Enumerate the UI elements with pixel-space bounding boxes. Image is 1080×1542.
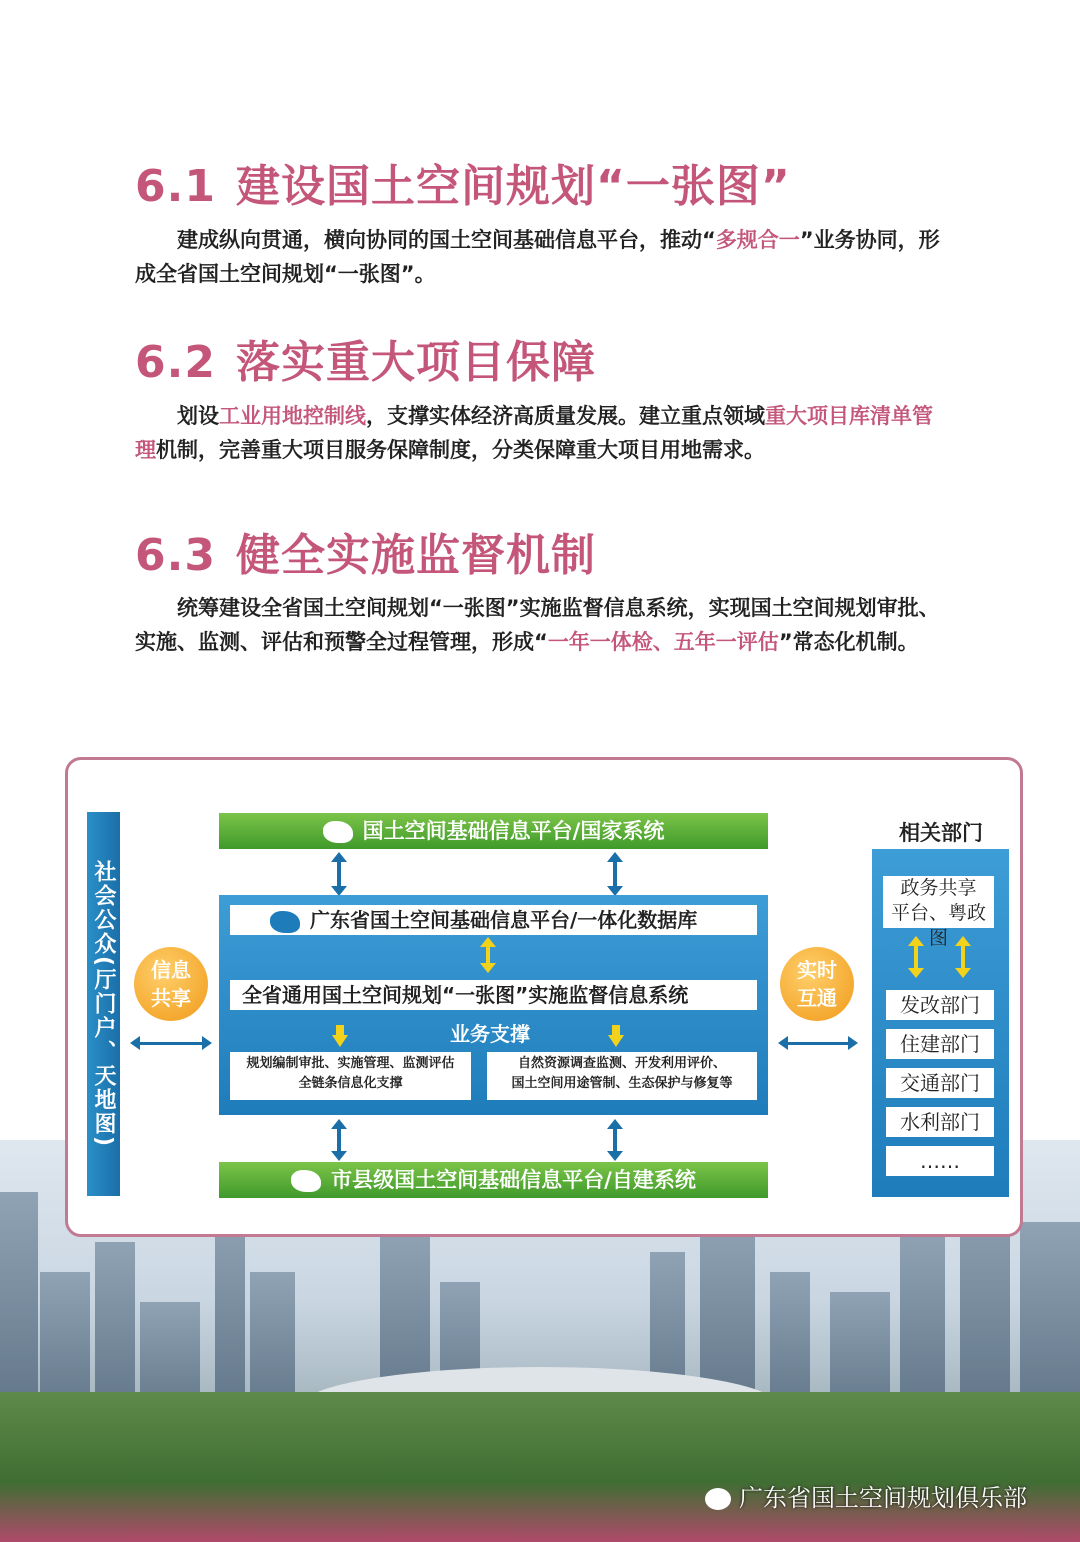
body-text: 机制，完善重大项目服务保障制度，分类保障重大项目用地需求。 [156, 438, 765, 462]
yellow-up-down-arrow [914, 944, 918, 970]
provincial-platform-label: 广东省国土空间基础信息平台/一体化数据库 [310, 908, 698, 932]
right-link-arrow [786, 1042, 850, 1045]
section-number: 6.2 [135, 337, 216, 388]
yellow-down-arrow [332, 1035, 348, 1047]
supervision-system-label: 全省通用国土空间规划“一张图”实施监督信息系统 [242, 983, 689, 1007]
body-text: 建成纵向贯通，横向协同的国土空间基础信息平台，推动“ [177, 228, 716, 252]
support-right-line-1: 自然资源调查监测、开发利用评价、 [517, 1056, 726, 1071]
related-departments-title: 相关部门 [899, 821, 983, 845]
section-title-6-3 [135, 519, 596, 583]
dept-item: …… [886, 1146, 994, 1176]
provincial-platform-box [230, 905, 757, 935]
body-text: 划设 [177, 404, 219, 428]
bubble-line-2: 互通 [797, 986, 837, 1010]
section-number: 6.3 [135, 530, 216, 581]
highlight-text: 重大项目库清单管理 [135, 404, 933, 462]
up-down-arrow [337, 860, 341, 888]
support-left-line-2: 全链条信息化支撑 [298, 1076, 403, 1091]
park-foreground [0, 1392, 1080, 1542]
section-heading: 建设国土空间规划“一张图” [235, 161, 791, 212]
city-platform-bar [219, 1162, 768, 1198]
guangdong-map-icon [270, 911, 300, 933]
section-paragraph-6-3 [135, 591, 945, 659]
body-text: ，支撑实体经济高质量发展。建立重点领域 [366, 404, 765, 428]
highlight-text: 工业用地控制线 [219, 404, 366, 428]
support-box-left [230, 1052, 471, 1100]
section-number: 6.1 [135, 161, 216, 212]
dept-item: 水利部门 [886, 1107, 994, 1137]
gov-share-line-2: 平台、粤政图 [890, 902, 986, 949]
up-down-arrow [613, 860, 617, 888]
bubble-line-2: 共享 [151, 986, 191, 1010]
china-map-icon [323, 821, 353, 843]
section-title-6-1 [135, 150, 791, 214]
section-heading: 落实重大项目保障 [235, 337, 596, 388]
highlight-text: 多规合一 [715, 228, 800, 252]
watermark [705, 1478, 1027, 1513]
support-right-line-2: 国土空间用途管制、生态保护与修复等 [511, 1076, 733, 1091]
section-title-6-2 [135, 326, 596, 390]
info-share-bubble [134, 947, 208, 1021]
realtime-bubble [780, 947, 854, 1021]
national-platform-bar [219, 813, 768, 849]
city-platform-label: 市县级国土空间基础信息平台/自建系统 [331, 1168, 696, 1192]
support-box-right [487, 1052, 757, 1100]
guangdong-map-icon [291, 1170, 321, 1192]
national-platform-label: 国土空间基础信息平台/国家系统 [362, 819, 665, 843]
section-paragraph-6-2 [135, 399, 945, 467]
dept-item: 交通部门 [886, 1068, 994, 1098]
body-text: ”业务协同，形成全省国土空间规划“一张图”。 [135, 228, 940, 286]
business-support-label: 业务支撑 [450, 1022, 530, 1046]
up-down-arrow [337, 1127, 341, 1153]
left-link-arrow [138, 1042, 204, 1045]
bubble-line-1: 信息 [151, 958, 191, 982]
supervision-system-box [230, 980, 757, 1010]
section-paragraph-6-1 [135, 223, 945, 291]
bubble-line-1: 实时 [797, 958, 837, 982]
support-left-line-1: 规划编制审批、实施管理、监测评估 [246, 1056, 455, 1071]
dept-item: 发改部门 [886, 990, 994, 1020]
gov-share-box [883, 876, 994, 949]
dept-item: 住建部门 [886, 1029, 994, 1059]
yellow-down-arrow [608, 1035, 624, 1047]
section-heading: 健全实施监督机制 [235, 530, 596, 581]
gov-share-line-1: 政务共享 [900, 877, 977, 899]
yellow-up-down-arrow [486, 945, 490, 965]
public-bar: 社会公众(厅门户、天地图) [87, 812, 120, 1196]
body-text: ”常态化机制。 [778, 630, 919, 654]
yellow-up-down-arrow [961, 944, 965, 970]
highlight-text: 一年一体检、五年一评估 [547, 630, 779, 654]
up-down-arrow [613, 1127, 617, 1153]
body-text: 统筹建设全省国土空间规划“一张图”实施监督信息系统，实现国土空间规划审批、实施、监测、评估和预警全过程管理，形成“ [135, 596, 940, 654]
wechat-icon [705, 1488, 731, 1510]
watermark-text: 广东省国土空间规划俱乐部 [739, 1484, 1027, 1512]
